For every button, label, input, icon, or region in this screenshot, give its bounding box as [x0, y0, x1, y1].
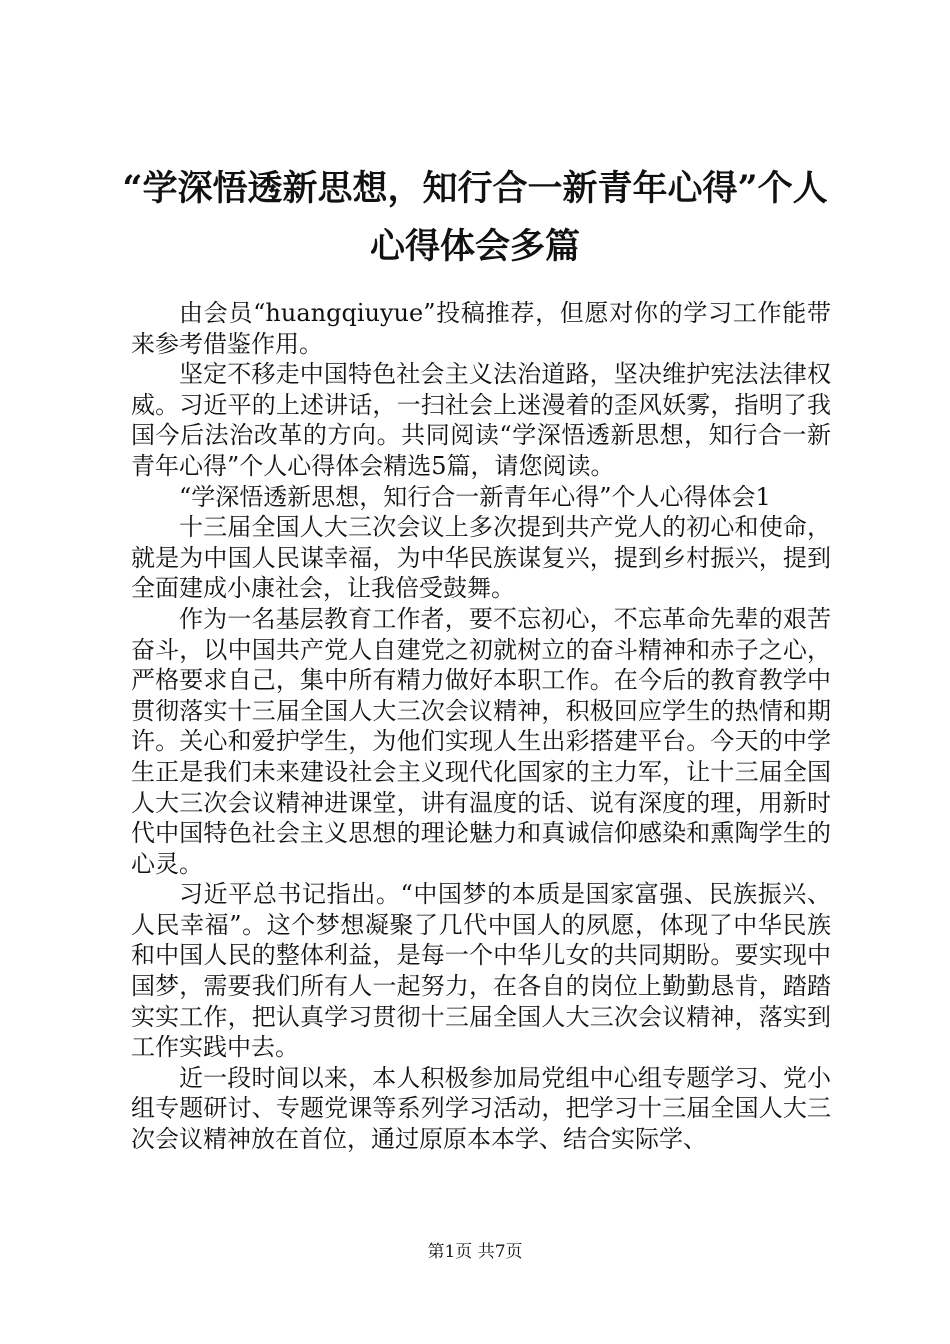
body-paragraph: 作为一名基层教育工作者，要不忘初心，不忘革命先辈的艰苦奋斗，以中国共产党人自建党之初就树立的奋斗精神和赤子之心，严格要求自己，集中所有精力做好本职工作。在今后的教育教学中贯彻落实十三届全国人大三次会议精神，积极回应学生的热情和期许。关心和爱护学生，为他们实现人生出彩搭建平台。今天的中学生正是我们未来建设社会主义现代化国家的主力军，让十三届全国人大三次会议精神进课堂，讲有温度的话、说有深度的理，用新时代中国特色社会主义思想的理论魅力和真诚信仰感染和熏陶学生的心灵。 [131, 604, 831, 878]
body-paragraph: 近一段时间以来，本人积极参加局党组中心组专题学习、党小组专题研讨、专题党课等系列学习活动，把学习十三届全国人大三次会议精神放在首位，通过原原本本学、结合实际学、 [131, 1063, 831, 1154]
page-number-footer: 第1页 共7页 [427, 1242, 523, 1262]
document-body [131, 298, 831, 1155]
body-paragraph: 十三届全国人大三次会议上多次提到共产党人的初心和使命，就是为中国人民谋幸福，为中华民族谋复兴，提到乡村振兴，提到全面建成小康社会，让我倍受鼓舞。 [131, 513, 831, 603]
section-heading: “学深悟透新思想，知行合一新青年心得”个人心得体会1 [179, 482, 771, 511]
document-title: “学深悟透新思想，知行合一新青年心得”个人心得体会多篇 [122, 168, 828, 267]
body-paragraph: 习近平总书记指出。“中国梦的本质是国家富强、民族振兴、人民幸福”。这个梦想凝聚了几代中国人的夙愿，体现了中华民族和中国人民的整体利益，是每一个中华儿女的共同期盼。要实现中国梦，需要我们所有人一起努力，在各自的岗位上勤勤恳肯，踏踏实实工作，把认真学习贯彻十三届全国人大三次会议精神，落实到工作实践中去。 [131, 880, 831, 1062]
body-paragraph: 坚定不移走中国特色社会主义法治道路，坚决维护宪法法律权威。习近平的上述讲话，一扫社会上迷漫着的歪风妖雾，指明了我国今后法治改革的方向。共同阅读“学深悟透新思想，知行合一新青年心得”个人心得体会精选5篇，请您阅读。 [131, 360, 831, 480]
body-paragraph: 由会员“huangqiuyue”投稿推荐，但愿对你的学习工作能带来参考借鉴作用。 [131, 299, 831, 358]
